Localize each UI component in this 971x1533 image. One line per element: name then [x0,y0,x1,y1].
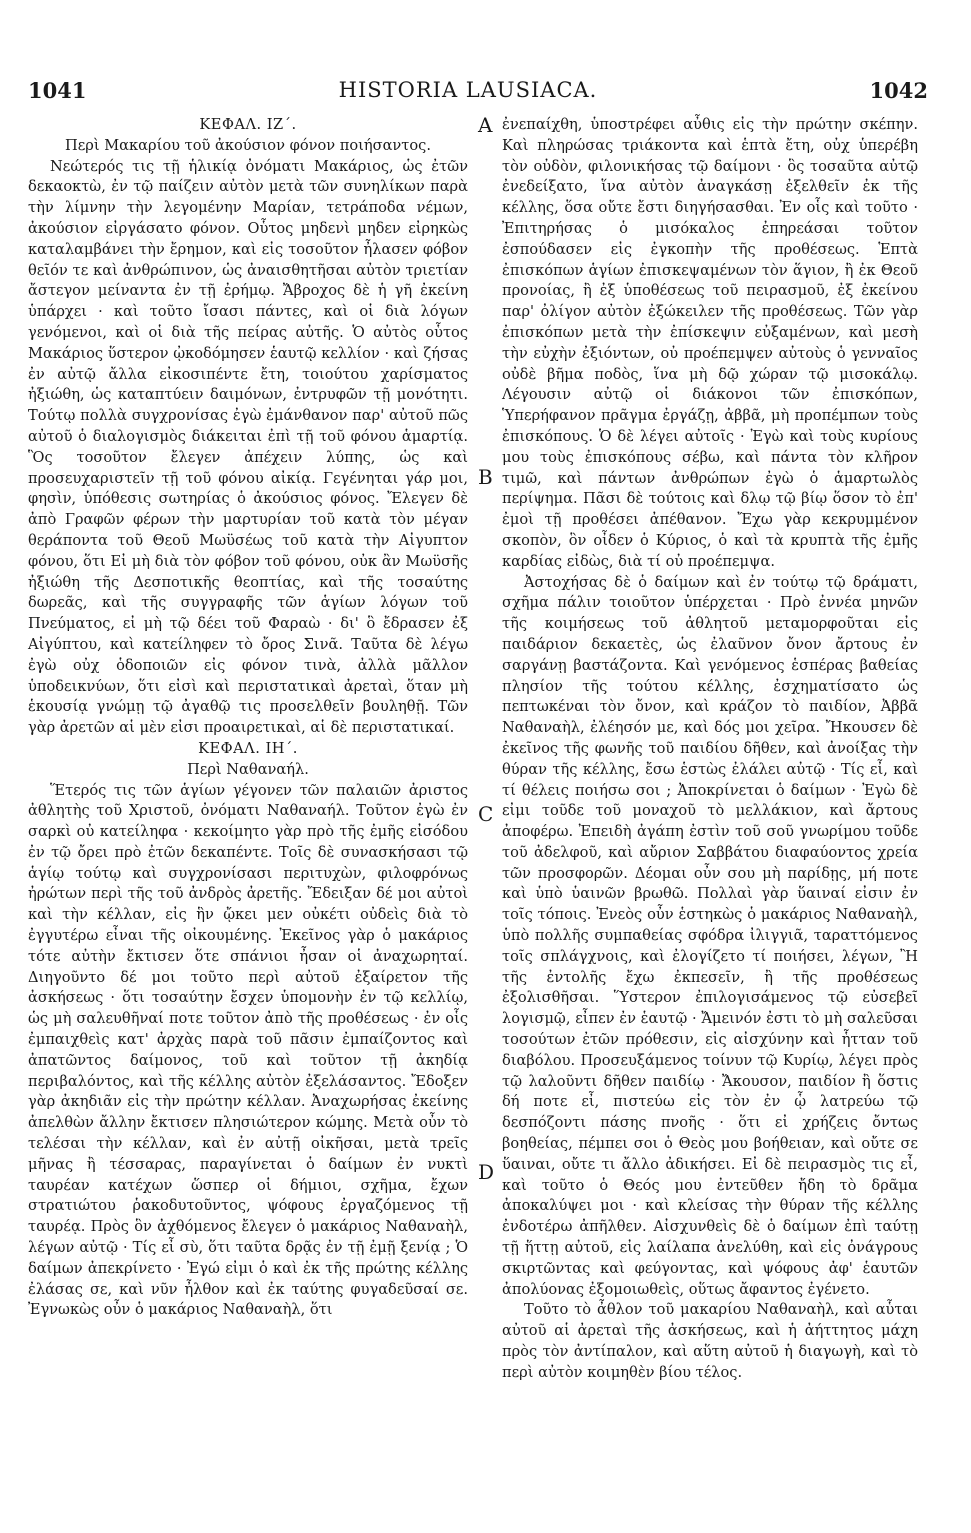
page-number-left: 1041 [28,78,87,103]
margin-marker-d: D [478,1160,495,1184]
margin-marker-c: C [478,802,494,826]
chapter-17-heading: ΚΕΦΑΛ. ΙΖ΄. [199,116,297,133]
chapter-18-paragraph: Ἕτερός τις τῶν ἁγίων γέγονεν τῶν παλαιῶν ἀριστος ἀθλητὴς τοῦ Χριστοῦ, ὀνόματι Ναθαναήλ. Τοῦτον ἐγὼ ἐν σαρκὶ οὐ κατείληφα · κεκοίμητο γὰρ πρὸ τῆς ἐμῆς εἰσόδου ἐν τῷ ὄρει πρὸ ἐτῶν δεκαπέντε. Τοῖς δὲ συνασκήσασι τῷ ἁγίῳ τούτῳ καὶ συγχρονίσασι περιτυχὼν, φιλοφρόνως ἠρώτων περὶ τῆς τοῦ ἀνδρὸς ἀρετῆς. Ἔδειξαν δέ μοι αὐτοὶ καὶ τὴν κέλλαν, εἰς ἣν ᾤκει μεν οὐκέτι οὐδεὶς διὰ τὸ ἐγγυτέρω εἶναι τῆς οἰκουμένης. Ἐκεῖνος γὰρ ὁ μακάριος τότε αὐτὴν ἔκτισεν ὅτε σπάνιοι ἦσαν οἱ ἀναχωρηταί. Διηγοῦντο δέ μοι τοῦτο περὶ αὐτοῦ ἐξαίρετον τῆς ἀσκήσεως · ὅτι τοσαύτην ἔσχεν ὑπομονὴν ἐν τῷ κελλίῳ, ὡς μὴ σαλευθῆναί ποτε τοῦτον ἀπὸ τῆς προθέσεως · ἐν οἷς ἐμπαιχθεὶς κατ' ἀρχὰς παρὰ τοῦ πᾶσιν ἐμπαίζοντος καὶ ἀπατῶντος δαίμονος, τοῦ καὶ τοῦτον τῇ ἀκηδίᾳ περιβαλόντος, καὶ τῆς κέλλης αὐτὸν ἐξελάσαντος. Ἔδοξεν γὰρ ἀκηδιᾶν εἰς τὴν πρώτην κέλλαν. Ἀναχωρήσας ἐκείνης ἀπελθὼν ἄλλην ἔκτισεν πλησιώτερον κώμης. Μετὰ οὖν τὸ τελέσαι τὴν κέλλαν, καὶ ἐν αὐτῇ οἰκῆσαι, μετὰ τρεῖς μῆνας ἢ τέσσαρας, παραγίνεται ὁ δαίμων ἐν νυκτὶ ταυρέαν κατέχων ὥσπερ οἱ δήμιοι, σχῆμα, ἔχων στρατιώτου ῥακοδυτοῦντος, ψόφους ἐργαζόμενος τῇ ταυρέᾳ. Πρὸς ὃν ἀχθόμενος ἔλεγεν ὁ μακάριος Ναθαναὴλ, λέγων αὐτῷ · Τίς εἶ σὺ, ὅτι ταῦτα δρᾷς ἐν τῇ ἐμῇ ξενίᾳ ; Ὁ δαίμων ἀπεκρίνετο · Ἐγώ εἰμι ὁ καὶ ἐκ τῆς πρώτης κέλλης ἐλάσας σε, καὶ νῦν ἦλθον καὶ ἐκ ταύτης φυγαδεῦσαί σε. Ἐγνωκὼς οὖν ὁ μακάριος Ναθαναὴλ, ὅτι [28,781,468,1319]
right-column [502,115,918,1384]
running-header [28,78,928,106]
margin-marker-a: A [478,113,493,137]
chapter-18-title: Περὶ Ναθαναήλ. [187,760,309,778]
chapter-17-title: Περὶ Μακαρίου τοῦ ἀκούσιον φόνον ποιήσαντος. [65,136,431,154]
right-paragraph-1: ἐνεπαίχθη, ὑποστρέφει αὖθις εἰς τὴν πρώτην σκέπην. Καὶ πληρώσας τριάκοντα καὶ ἑπτὰ ἔτη, οὐχ ὑπερέβη τὸν οὐδὸν, φιλονικήσας τῷ δαίμονι · ὃς τοσαῦτα αὐτῷ ἐνεδείξατο, ἵνα αὐτὸν ἀναγκάσῃ ἐξελθεῖν ἐκ τῆς κέλλης, ὅσα οὔτε ἔστι διηγήσασθαι. Ἐν οἷς καὶ τοῦτο · Ἐπιτηρήσας ὁ μισόκαλος ἐπηρεάσαι τοῦτον ἐσπούδασεν εἰς ἐγκοπὴν τῆς προθέσεως. Ἑπτὰ ἐπισκόπων ἁγίων ἐπισκεψαμένων τὸν ἅγιον, ἢ ἐκ Θεοῦ προνοίας, ἢ ἐξ ὑποθέσεως τοῦ πειρασμοῦ, ἐξ ἐκείνου παρ' ὀλίγον αὐτὸν ἐξώκειλεν τῆς προθέσεως. Τῶν γὰρ ἐπισκόπων μετὰ τὴν ἐπίσκεψιν εὐξαμένων, καὶ μεσὴ τὴν εὐχὴν ἐξιόντων, οὐ προέπεμψεν αὐτοὺς ὁ γενναῖος οὐδὲ βῆμα ποδὸς, ἵνα μὴ δῷ χώραν τῷ μισοκάλῳ. Λέγουσιν αὐτῷ οἱ διάκονοι τῶν ἐπισκόπων, Ὑπερήφανον πρᾶγμα ἐργάζῃ, ἀββᾶ, μὴ προπέμπων τοὺς ἐπισκόπους. Ὁ δὲ λέγει αὐτοῖς · Ἐγὼ καὶ τοὺς κυρίους μου τοὺς ἐπισκόπους σέβω, καὶ πάντα τὸν κλῆρον τιμῶ, καὶ πάντων ἀνθρώπων ἐγὼ ὁ ἁμαρτωλὸς περίψημα. Πᾶσι δὲ τούτοις καὶ δλῳ τῷ βίῳ ὅσον τὸ ἐπ' ἐμοὶ τῇ προθέσει ἀπέθανον. Ἔχω γὰρ κεκρυμμένον σκοπὸν, ὃν οἶδεν ὁ Κύριος, ὁ καὶ τὰ κρυπτὰ τῆς ἐμῆς καρδίας εἰδὼς, διὰ τί οὐ προέπεμψα. [502,116,918,570]
chapter-17-paragraph: Νεώτερός τις τῇ ἡλικίᾳ ὀνόματι Μακάριος, ὡς ἐτῶν δεκαοκτὼ, ἐν τῷ παίζειν αὐτὸν μετὰ τῶν συνηλίκων παρὰ τὴν λίμνην τὴν λεγομένην Μαρίαν, τετράποδα νέμων, ἀκούσιον εἰργάσατο φόνον. Οὗτος μηδενὶ μηδεν εἰρηκὼς καταλαμβάνει τὴν ἔρημον, καὶ εἰς τοσοῦτον ἦλασεν φόβον θεῖόν τε καὶ ἀνθρώπινον, ὡς ἀναισθητῆσαι αὐτὸν τριετίαν ἄστεγον μείναντα ἐν τῇ ἐρήμῳ. Ἄβροχος δὲ ἡ γῆ ἐκείνη ὑπάρχει · καὶ τοῦτο ἴσασι πάντες, καὶ οἱ διὰ λόγων γενόμενοι, καὶ οἱ διὰ τῆς πείρας αὐτῆς. Ὁ αὐτὸς οὗτος Μακάριος ὕστερον ᾠκοδόμησεν ἑαυτῷ κελλίον · καὶ ζήσας ἐν αὐτῷ ἄλλα εἰκοσιπέντε ἔτη, τοιούτου χαρίσματος ἠξιώθη, ὡς καταπτύειν δαιμόνων, ἐντρυφῶν τῇ μονότητι. Τούτῳ πολλὰ συγχρονίσας ἐγὼ ἐμάνθανον παρ' αὐτοῦ πῶς αὐτοῦ ὁ διαλογισμὸς διάκειται ἐπὶ τῇ τοῦ φόνου ἁμαρτίᾳ. Ὃς τοσοῦτον ἔλεγεν ἀπέχειν λύπης, ὡς καὶ προσευχαριστεῖν τῇ τοῦ φόνου αἰκίᾳ. Γεγένηται γάρ μοι, φησὶν, ὑπόθεσις σωτηρίας ὁ ἀκούσιος φόνος. Ἔλεγεν δὲ ἀπὸ Γραφῶν φέρων τὴν μαρτυρίαν τοῦ κατὰ τὸν μέγαν θεράποντα τοῦ Θεοῦ Μωϋσέως τοῦ κατὰ τὴν Αἰγυπτον φόνου, ὅτι Εἰ μὴ διὰ τὸν φόβον τοῦ φόνου, οὐκ ἂν Μωϋσῆς ἠξιώθη τῆς Δεσποτικῆς θεοπτίας, καὶ τῆς τοσαύτης δωρεᾶς, καὶ τῆς συγγραφῆς τῶν ἁγίων λόγων τοῦ Πνεύματος, εἰ μὴ τῷ δέει τοῦ Φαραὼ · δι' ὃ ἔδρασεν ἐξ Αἰγύπτου, καὶ κατείληφεν τὸ ὄρος Σινᾶ. Ταῦτα δὲ λέγω ἐγὼ οὐχ ὁδοποιῶν εἰς φόνον τινὰ, ἀλλὰ μᾶλλον ὑποδεικνύων, ὅτι εἰσὶ καὶ περιστατικαὶ ἀρεταὶ, ὅταν μὴ ἑκουσίᾳ γνώμῃ τῷ ἀγαθῷ τις προσελθεῖν βουληθῇ. Τῶν γὰρ ἀρετῶν αἱ μὲν εἰσι προαιρετικαὶ, αἱ δὲ περιστατικαί. [28,157,468,737]
left-column [28,115,468,1321]
chapter-18-heading: ΚΕΦΑΛ. ΙΗ΄. [198,739,298,757]
margin-marker-b: B [478,465,493,489]
running-title: HISTORIA LAUSIACA. [338,78,598,102]
right-paragraph-3: Τοῦτο τὸ ἆθλον τοῦ μακαρίου Ναθαναὴλ, καὶ αὗται αὐτοῦ αἱ ἀρεταὶ τῆς ἀσκήσεως, καὶ ἡ ἀήττητος μάχη πρὸς τὸν ἀντίπαλον, καὶ αὕτη αὐτοῦ ἡ διαγωγὴ, καὶ τὸ περὶ αὐτὸν κοιμηθὲν βίου τέλος. [502,1301,918,1381]
page-number-right: 1042 [869,78,928,103]
right-paragraph-2: Ἀστοχήσας δὲ ὁ δαίμων καὶ ἐν τούτῳ τῷ δράματι, σχῆμα πάλιν τοιοῦτον ὑπέρχεται · Πρὸ ἐννέα μηνῶν τῆς κοιμήσεως τοῦ ἀθλητοῦ μεταμορφοῦται εἰς παιδάριον δεκαετὲς, ὡς ἐλαῦνον ὄνον ἄρτους ἐν σαργάνῃ βαστάζοντα. Καὶ γενόμενος ἑσπέρας βαθείας πλησίον τῆς τούτου κέλλης, ἐσχηματίσατο ὡς πεπτωκέναι τὸν ὄνον, καὶ κράζον τὸ παιδίον, Ἀββᾶ Ναθαναὴλ, ἐλέησόν με, καὶ δός μοι χεῖρα. Ἤκουσεν δὲ ἐκεῖνος τῆς φωνῆς τοῦ παιδίου δῆθεν, καὶ ἀνοίξας τὴν θύραν τῆς κέλλης, ἔσω ἑστὼς ἐλάλει αὐτῷ · Τίς εἶ, καὶ τί θέλεις ποιήσω σοι ; Ἀποκρίνεται ὁ δαίμων · Ἐγὼ δὲ εἰμι τοῦδε τοῦ μοναχοῦ τὸ μελλάκιον, καὶ ἄρτους ἀποφέρω. Ἐπειδὴ ἀγάπη ἐστὶν τοῦ σοῦ γνωρίμου τοῦδε τοῦ ἀδελφοῦ, καὶ αὔριον Σαββάτου διαφαύοντος χρεία τῶν προσφορῶν. Δέομαι οὖν σου μὴ παρίδῃς, μή ποτε καὶ ὑπὸ ὑαινῶν βρωθῶ. Πολλαὶ γὰρ ὕαιναί εἰσιν ἐν τοῖς τόποις. Ἐνεὸς οὖν ἑστηκὼς ὁ μακάριος Ναθαναὴλ, ὑπὸ πολλῆς συμπαθείας σφόδρα ἰλιγγιᾶ, ταραττόμενος τοῖς σπλάγχνοις, καὶ ἐλογίζετο τί ποιήσει, λέγων, Ἢ τῆς ἐντολῆς ἔχω ἐκπεσεῖν, ἢ τῆς προθέσεως ἐξολισθῆσαι. Ὕστερον ἐπιλογισάμενος τῷ εὐσεβεῖ λογισμῷ, εἶπεν ἐν ἑαυτῷ · Ἄμεινόν ἐστι τὸ μὴ σαλεῦσαι τοσούτων ἐτῶν πρόθεσιν, εἰς αἰσχύνην καὶ ἧτταν τοῦ διαβόλου. Προσευξάμενος τοίνυν τῷ Κυρίῳ, λέγει πρὸς τῷ λαλοῦντι δῆθεν παιδίῳ · Ἄκουσον, παιδίον ἢ ὅστις δή ποτε εἶ, πιστεύω εἰς τὸν ἐν ᾧ λατρεύω τῷ δεσπόζοντι πάσης πνοῆς · ὅτι εἰ χρήζεις ὄντως βοηθείας, πέμπει σοι ὁ Θεὸς μου βοήθειαν, καὶ οὔτε σε ὕαιναι, οὔτε τι ἄλλο ἀδικήσει. Εἰ δὲ πειρασμὸς τις εἶ, καὶ τοῦτο ὁ Θεός μου ἐντεῦθεν ἤδη τὸ δρᾶμα ἀποκαλύψει μοι · καὶ κλείσας τὴν θύραν τῆς κέλλης ἐνδοτέρω ἀπῆλθεν. Αἰσχυνθεὶς δὲ ὁ δαίμων ἐπὶ ταύτῃ τῇ ἥττῃ αὐτοῦ, εἰς λαίλαπα ἀνελύθη, καὶ εἰς ὀνάγρους σκιρτῶντας καὶ φεύγοντας, καὶ ψόφους ἀφ' ἑαυτῶν ἀπολύονας ἐξομοιωθεὶς, οὕτως ἄφαντος ἐγένετο. [502,573,918,1298]
